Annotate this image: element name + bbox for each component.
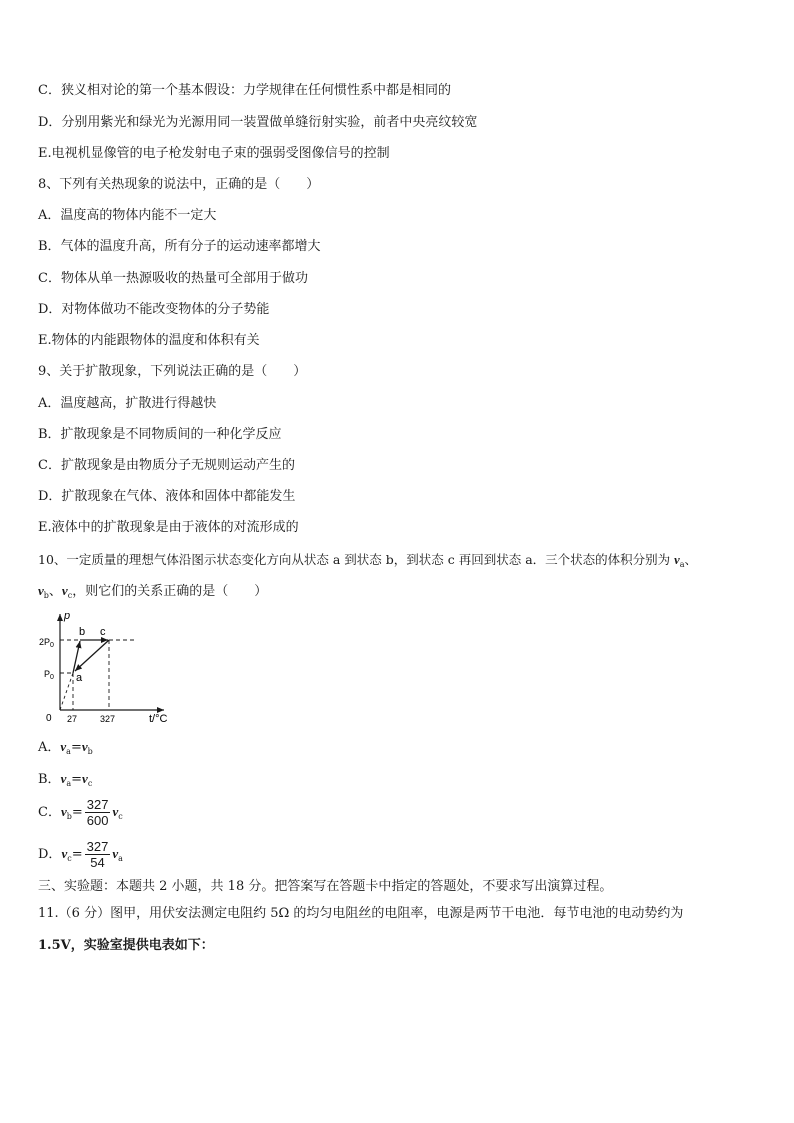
q10-stem-line1 <box>38 551 697 574</box>
q10-option-d <box>38 836 123 877</box>
var-v: v <box>61 583 68 598</box>
fraction <box>85 839 111 870</box>
q11-line1: 11.（6 分）图甲，用伏安法测定电阻约 5Ω 的均匀电阻丝的电阻率，电源是两节干电池．每节电池的电动势约为 <box>38 906 684 921</box>
q10-option-c <box>38 794 123 835</box>
sub-b: b <box>87 747 93 756</box>
p-t-diagram <box>36 608 186 726</box>
var-v: v <box>674 553 680 567</box>
option-letter: C． <box>38 805 61 820</box>
sub-a: a <box>679 560 685 569</box>
sub-c: c <box>118 812 123 821</box>
origin-label: 0 <box>46 713 52 724</box>
sub-c: c <box>67 854 72 863</box>
var-v: v <box>82 771 88 786</box>
var-v: v <box>60 771 67 786</box>
var-v: v <box>112 846 119 861</box>
equals-sign: = <box>71 772 83 787</box>
sub-c: c <box>67 591 73 600</box>
tick-label-p0: $P_0$ <box>44 669 54 681</box>
sub-b: b <box>66 812 72 821</box>
equals-sign: = <box>70 740 82 755</box>
q10-option-a <box>38 738 93 761</box>
q10-stem-text: 10、一定质量的理想气体沿图示状态变化方向从状态 a 到状态 b，到状态 c 再回到状态 a．三个状态的体积分别为 <box>38 552 671 567</box>
q9-option-c: C．扩散现象是由物质分子无规则运动产生的 <box>38 458 295 473</box>
q8-option-b: B．气体的温度升高，所有分子的运动速率都增大 <box>38 239 321 254</box>
separator: 、 <box>684 552 697 567</box>
q8-option-d: D．对物体做功不能改变物体的分子势能 <box>38 302 270 317</box>
option-letter: B． <box>38 772 61 787</box>
q8-stem: 8、下列有关热现象的说法中，正确的是（ ） <box>38 177 320 192</box>
y-axis-label: p <box>64 610 71 622</box>
tick-label-2p0: $2P_0$ <box>39 637 54 649</box>
sub-a: a <box>118 854 123 863</box>
tick-label-327: 327 <box>100 714 116 724</box>
fraction-denominator: 600 <box>86 813 109 828</box>
sub-a: a <box>66 747 71 756</box>
q10-stem-line2 <box>38 582 267 605</box>
sub-c: c <box>87 779 93 788</box>
q9-option-a: A．温度越高，扩散进行得越快 <box>38 396 217 411</box>
section-3-heading: 三、实验题：本题共 2 小题，共 18 分。把答案写在答题卡中指定的答题处，不要求写出演算过程。 <box>38 879 613 894</box>
var-v: v <box>38 583 44 598</box>
extension-to-origin <box>60 673 73 710</box>
point-label-b: b <box>79 626 86 638</box>
fraction-numerator: 327 <box>86 797 109 812</box>
q10-option-b <box>38 770 92 793</box>
q7-option-c: C．狭义相对论的第一个基本假设：力学规律在任何惯性系中都是相同的 <box>38 83 451 98</box>
q10-stem-text-2: ，则它们的关系正确的是（ ） <box>72 584 268 599</box>
sub-b: b <box>43 591 49 600</box>
q11-line2: 1.5V，实验室提供电表如下： <box>38 938 214 953</box>
var-v: v <box>60 804 67 819</box>
fraction <box>85 797 111 828</box>
q8-option-a: A．温度高的物体内能不一定大 <box>38 208 217 223</box>
var-v: v <box>60 739 67 754</box>
option-letter: A． <box>38 740 61 755</box>
point-label-a: a <box>76 672 83 684</box>
var-v: v <box>112 804 119 819</box>
fraction-numerator: 327 <box>86 839 109 854</box>
q7-option-d: D．分别用紫光和绿光为光源用同一装置做单缝衍射实验，前者中央亮纹较宽 <box>38 115 478 130</box>
var-v: v <box>61 846 68 861</box>
var-v: v <box>81 739 88 754</box>
x-axis-label: t/°C <box>149 713 168 725</box>
process-c-to-a <box>75 640 109 671</box>
q9-option-b: B．扩散现象是不同物质间的一种化学反应 <box>38 427 282 442</box>
q9-option-e: E.液体中的扩散现象是由于液体的对流形成的 <box>38 520 299 535</box>
equals-sign: = <box>71 847 83 862</box>
sub-a: a <box>66 779 72 788</box>
q8-option-e: E.物体的内能跟物体的温度和体积有关 <box>38 333 260 348</box>
equals-sign: = <box>71 805 83 820</box>
separator: 、 <box>48 584 62 599</box>
q7-option-e: E.电视机显像管的电子枪发射电子束的强弱受图像信号的控制 <box>38 146 390 161</box>
tick-label-27: 27 <box>67 714 78 724</box>
option-letter: D． <box>38 847 62 862</box>
q9-stem: 9、关于扩散现象，下列说法正确的是（ ） <box>38 364 307 379</box>
fraction-denominator: 54 <box>90 855 105 870</box>
q9-option-d: D．扩散现象在气体、液体和固体中都能发生 <box>38 489 296 504</box>
q8-option-c: C．物体从单一热源吸收的热量可全部用于做功 <box>38 271 308 286</box>
point-label-c: c <box>100 626 106 638</box>
